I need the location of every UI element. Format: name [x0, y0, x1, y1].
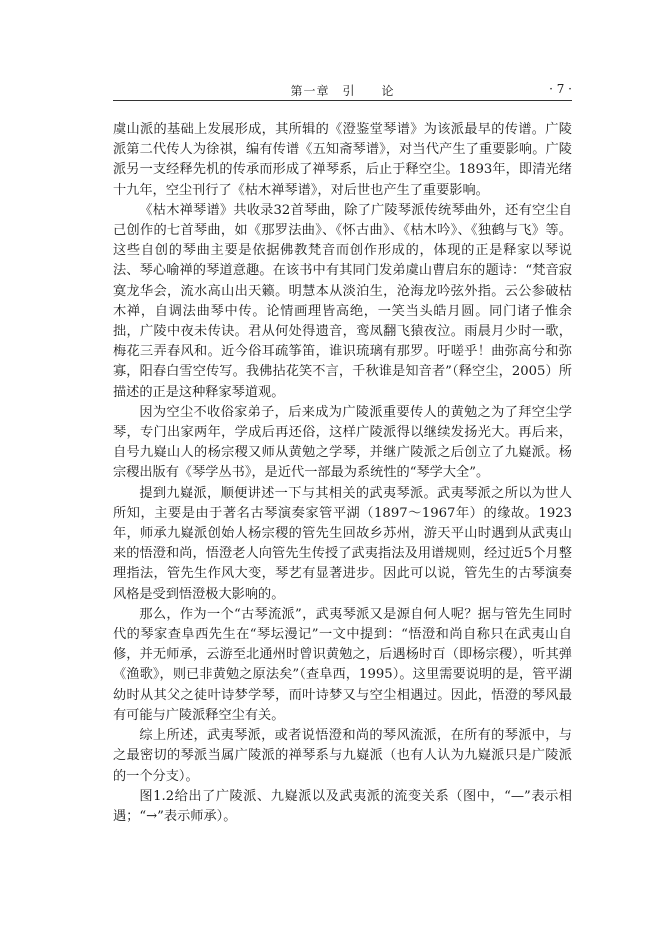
page-number: · 7 · [549, 82, 572, 96]
paragraph: 图1.2给出了广陵派、九嶷派以及武夷派的流变关系（图中，“—”表示相遇；“→”表示师承）。 [113, 788, 572, 824]
body-text [113, 120, 572, 827]
paragraph: 提到九嶷派，顺便讲述一下与其相关的武夷琴派。武夷琴派之所以为世人所知，主要是由于著名古琴演奏家管平湖（1897～1967年）的缘故。1923年，师承九嶷派创始人杨宗稷的管先生回故乡苏州，游天平山时遇到从武夷山来的悟澄和尚，悟澄老人向管先生传授了武夷指法及用谱规则，经过近5个月整理指法，管先生作风大变，琴艺有显著进步。因此可以说，管先生的古琴演奏风格是受到悟澄极大影响的。 [113, 485, 572, 602]
paragraph: 那么，作为一个“古琴流派”，武夷琴派又是源自何人呢？据与管先生同时代的琴家查阜西先生在“琴坛漫记”一文中提到：“悟澄和尚自称只在武夷山自修，并无师承，云游至北通州时曾识黄勉之，后遇杨时百（即杨宗稷），听其弹《渔歌》，则已非黄勉之原法矣”（查阜西，1995）。这里需要说明的是，管平湖幼时从其父之徒叶诗梦学琴，而叶诗梦又与空尘相遇过。因此，悟澄的琴风最有可能与广陵派释空尘有关。 [113, 606, 572, 723]
chapter-title: 第一章 引 论 [290, 84, 395, 98]
paragraph: 因为空尘不收俗家弟子，后来成为广陵派重要传人的黄勉之为了拜空尘学琴，专门出家两年，学成后再还俗，这样广陵派得以继续发扬光大。再后来，自号九嶷山人的杨宗稷又师从黄勉之学琴，并继广陵派之后创立了九嶷派。杨宗稷出版有《琴学丛书》，是近代一部最为系统性的“琴学大全”。 [113, 404, 572, 481]
paragraph: 《枯木禅琴谱》共收录32首琴曲，除了广陵琴派传统琴曲外，还有空尘自己创作的七首琴曲，如《那罗法曲》、《怀古曲》、《枯木吟》、《独鹤与飞》等。这些自创的琴曲主要是依据佛教梵音而创作形成的，体现的正是释家以琴说法、琴心喻禅的琴道意趣。在该书中有其同门发弟虞山曹启东的题诗：“梵音寂寞龙华会，流水高山出天籁。明慧本从淡泊生，沧海龙吟弦外指。云公参破枯木禅，自调法曲琴中传。论情画理皆高绝，一笑当头皓月圆。同门诸子惟余拙，广陵中夜未传诀。君从何处得遗音，鸾凤翻飞猿夜泣。雨晨月少时一歌，梅花三弄春风和。近今俗耳疏筝笛，谁识琉璃有那罗。吁嗟乎！曲弥高兮和弥寡，阳春白雪空传写。我佛拈花笑不言，千秋谁是知音者”（释空尘，2005）所描述的正是这种释家琴道观。 [113, 202, 572, 400]
paragraph: 综上所述，武夷琴派，或者说悟澄和尚的琴风流派，在所有的琴派中，与之最密切的琴派当属广陵派的禅琴系与九嶷派（也有人认为九嶷派只是广陵派的一个分支）。 [113, 728, 572, 784]
paragraph: 虞山派的基础上发展形成，其所辑的《澄鉴堂琴谱》为该派最早的传谱。广陵派第二代传人为徐祺，编有传谱《五知斋琴谱》，对当代产生了重要影响。广陵派另一支经释先机的传承而形成了禅琴系，后止于释空尘。1893年，即清光绪十九年，空尘刊行了《枯木禅琴谱》，对后世也产生了重要影响。 [113, 122, 572, 198]
page-header [113, 82, 572, 101]
